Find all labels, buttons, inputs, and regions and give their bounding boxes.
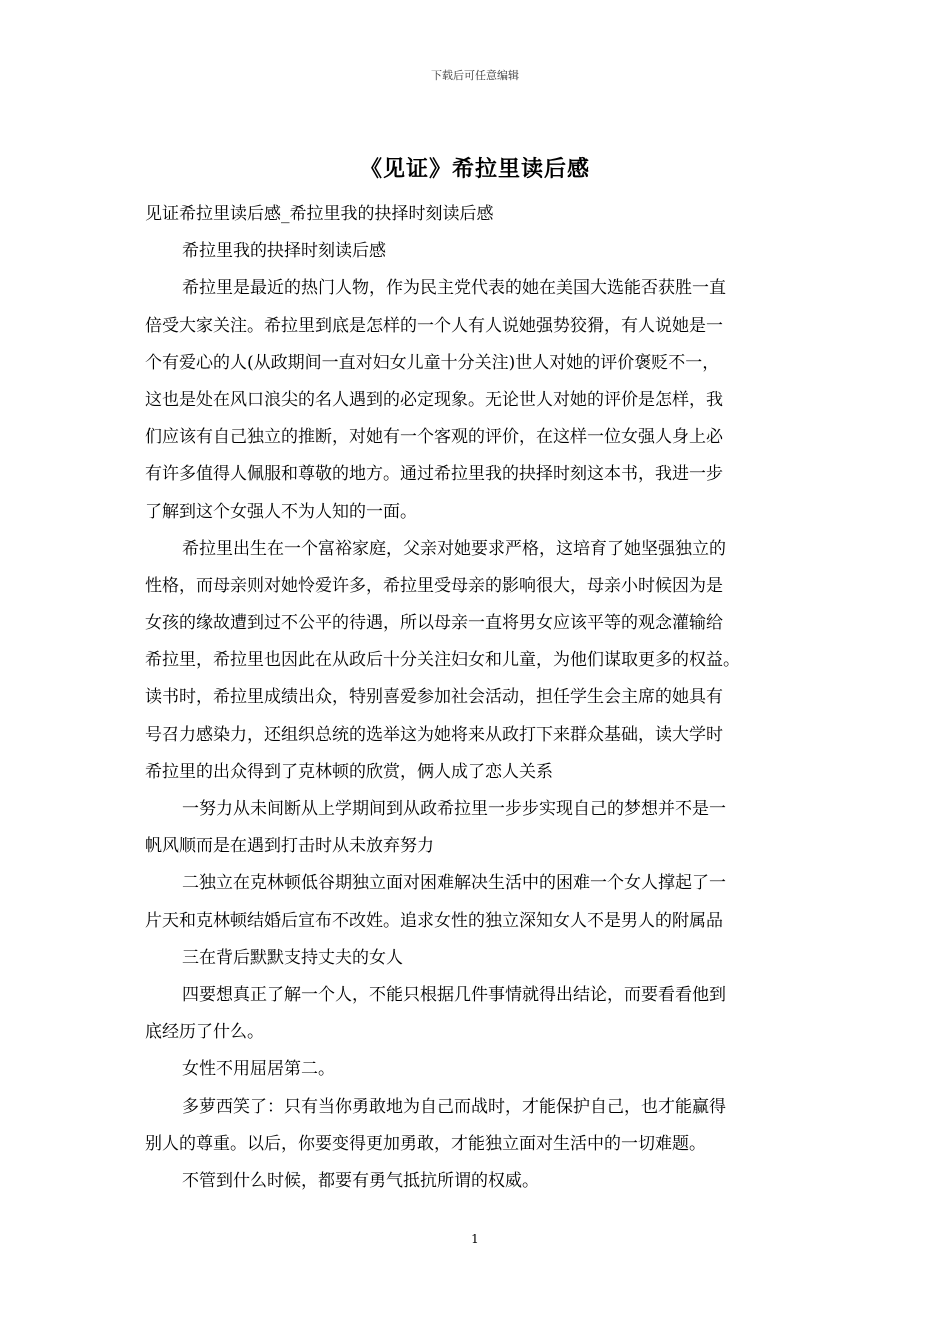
body-line: 别人的尊重。以后，你要变得更加勇敢，才能独立面对生活中的一切难题。 (145, 1133, 706, 1154)
body-line: 们应该有自己独立的推断，对她有一个客观的评价，在这样一位女强人身上必 (145, 427, 723, 448)
body-line: 女性不用屈居第二。 (182, 1059, 335, 1080)
body-line: 希拉里出生在一个富裕家庭，父亲对她要求严格，这培育了她坚强独立的 (182, 538, 726, 559)
body-line: 二独立在克林顿低谷期独立面对困难解决生活中的困难一个女人撑起了一 (182, 873, 726, 894)
body-line: 底经历了什么。 (145, 1022, 264, 1043)
body-line: 号召力感染力，还组织总统的选举这为她将来从政打下来群众基础，读大学时 (145, 724, 723, 745)
document-body (145, 196, 815, 1200)
body-line: 希拉里，希拉里也因此在从政后十分关注妇女和儿童，为他们谋取更多的权益。 (145, 650, 740, 671)
body-line: 见证希拉里读后感_希拉里我的抉择时刻读后感 (145, 204, 494, 224)
body-line: 一努力从未间断从上学期间到从政希拉里一步步实现自己的梦想并不是一 (182, 799, 726, 819)
body-line: 这也是处在风口浪尖的名人遇到的必定现象。无论世人对她的评价是怎样，我 (145, 389, 723, 410)
body-line: 女孩的缘故遭到过不公平的待遇，所以母亲一直将男女应该平等的观念灌输给 (145, 613, 723, 634)
body-line: 希拉里的出众得到了克林顿的欣赏，俩人成了恋人关系 (145, 761, 553, 782)
body-line: 希拉里我的抉择时刻读后感 (182, 241, 386, 262)
header-note: 下载后可任意编辑 (431, 69, 519, 82)
body-line: 性格，而母亲则对她怜爱许多，希拉里受母亲的影响很大，母亲小时候因为是 (145, 575, 723, 596)
page-number: 1 (471, 1232, 479, 1246)
body-line: 个有爱心的人(从政期间一直对妇女儿童十分关注)世人对她的评价褒贬不一， (145, 352, 720, 373)
body-line: 希拉里是最近的热门人物，作为民主党代表的她在美国大选能否获胜一直 (182, 278, 726, 299)
body-line: 读书时，希拉里成绩出众，特别喜爱参加社会活动，担任学生会主席的她具有 (145, 687, 723, 708)
body-line: 有许多值得人佩服和尊敬的地方。通过希拉里我的抉择时刻这本书，我进一步 (145, 464, 723, 485)
document-title: 《见证》希拉里读后感 (359, 156, 590, 182)
body-line: 倍受大家关注。希拉里到底是怎样的一个人有人说她强势狡猾，有人说她是一 (145, 315, 723, 336)
body-line: 三在背后默默支持丈夫的女人 (182, 947, 403, 968)
body-line: 片天和克林顿结婚后宣布不改姓。追求女性的独立深知女人不是男人的附属品 (145, 910, 723, 931)
body-line: 了解到这个女强人不为人知的一面。 (145, 501, 417, 522)
body-line: 四要想真正了解一个人，不能只根据几件事情就得出结论，而要看看他到 (182, 984, 726, 1005)
body-line: 不管到什么时候，都要有勇气抵抗所谓的权威。 (182, 1170, 539, 1191)
body-line: 帆风顺而是在遇到打击时从未放弃努力 (145, 836, 434, 857)
body-line: 多萝西笑了：只有当你勇敢地为自己而战时，才能保护自己，也才能赢得 (182, 1096, 726, 1117)
